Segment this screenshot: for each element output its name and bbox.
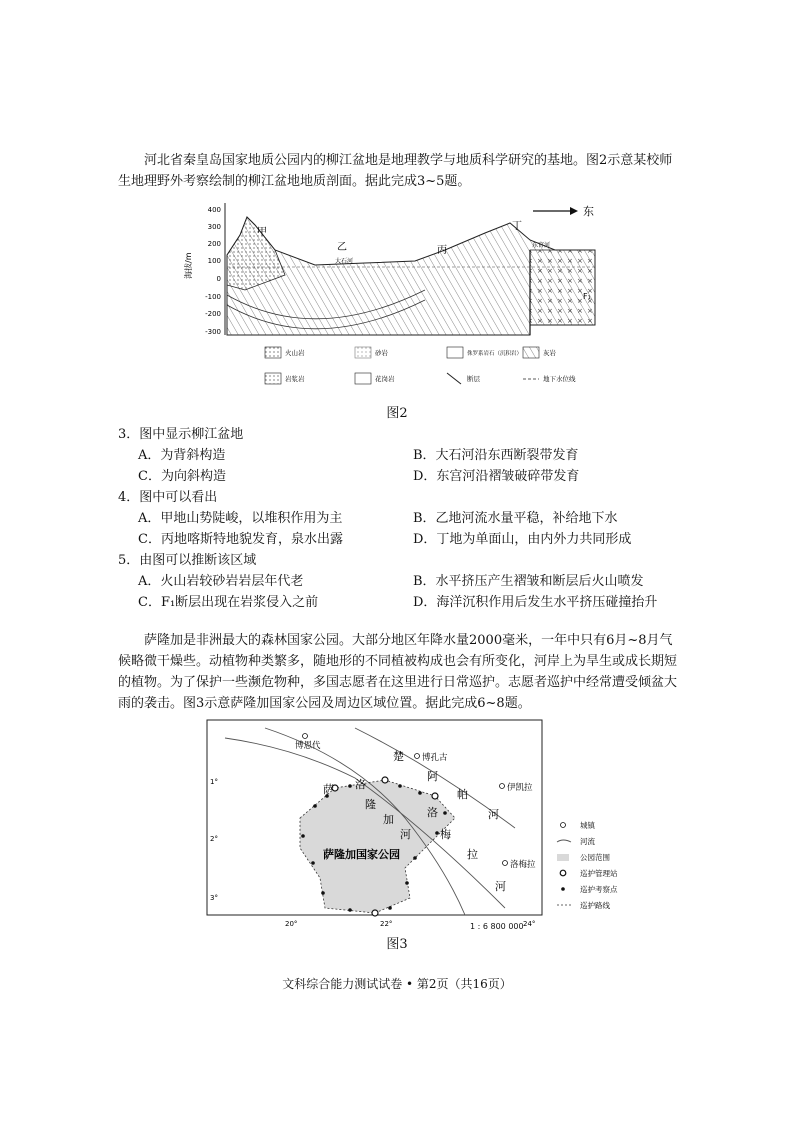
river-char: 洛 [355,778,366,791]
y-tick: 100 [207,257,221,265]
river-char: 洛 [427,806,438,819]
town-lomela: 洛梅拉 [510,860,536,870]
question-3-option-c: C．为向斜构造 [138,469,226,484]
place-yi: 乙 [337,242,347,253]
place-jia: 甲 [257,227,267,238]
river-char: 河 [488,808,499,821]
y-tick: 0 [216,275,221,283]
figure-2-caption: 图2 [386,406,408,421]
figure-2-geologic-section [185,195,615,395]
y-tick: -200 [205,310,221,318]
lon-label: 20° [285,920,298,928]
river-char: 梅 [440,828,451,841]
map-scale: 1 : 6 800 000 [470,922,524,931]
east-arrow-label: 东 [583,205,594,218]
town-ikela: 伊凯拉 [507,783,533,793]
legend-jurassic: 侏罗系岩石（沉积岩） [467,351,523,357]
figure-3-park-map [205,718,555,933]
intro-paragraph-1 [118,150,678,192]
town-bonde: 博恩代 [295,741,321,751]
legend-town: 城镇 [580,821,595,830]
legend-park: 公园范围 [580,853,610,862]
y-tick: -100 [205,293,221,301]
legend-volcanic: 火山岩 [285,349,305,357]
question-3-option-a: A．为背斜构造 [138,448,226,463]
legend-river: 河流 [580,837,595,846]
question-4-option-a: A．甲地山势陡峻，以堆积作用为主 [138,511,343,526]
fault-f1-label: F₁ [583,292,591,301]
lat-label: 1° [210,778,218,786]
legend-groundwater: 地下水位线 [543,375,576,383]
y-tick: 300 [207,223,221,231]
legend-route: 巡护路线 [580,901,610,910]
question-4-option-b: B．乙地河流水量平稳，补给地下水 [413,511,618,526]
place-ding: 丁 [512,221,522,232]
intro-paragraph-2 [118,630,678,714]
legend-granite: 花岗岩 [375,375,395,383]
question-4 [118,487,678,550]
granite-area [530,250,595,325]
question-4-stem: 4．图中可以看出 [118,490,218,505]
y-tick: -300 [205,328,221,336]
lon-label: 22° [380,920,393,928]
river-char: 萨 [323,783,334,796]
question-4-option-d: D．丁地为单面山，由内外力共同形成 [413,532,632,547]
legend-fault: 断层 [467,375,480,383]
river-char: 河 [495,880,506,893]
question-5-option-b: B．水平挤压产生褶皱和断层后火山喷发 [413,574,644,589]
lat-label: 2° [210,835,218,843]
question-3 [118,424,678,487]
river-char: 阿 [427,770,438,783]
question-3-option-d: D．东宫河沿褶皱破碎带发育 [413,469,580,484]
y-tick: 400 [207,206,221,214]
legend-limestone: 灰岩 [543,349,556,357]
legend-magmatic: 岩浆岩 [285,375,305,383]
figure-3-legend [555,820,650,925]
question-5 [118,550,678,613]
question-5-option-c: C．F₁断层出现在岩浆侵入之前 [138,595,319,610]
river-char: 河 [400,828,411,841]
river-donggong-label: 东宫河 [532,242,551,249]
town-bokungu: 博孔古 [422,753,448,763]
river-char: 隆 [365,798,376,811]
y-axis-label: 海拔/m [184,252,193,279]
figure-3-caption: 图3 [386,937,408,952]
legend-point: 巡护考察点 [580,885,618,894]
lat-label: 3° [210,894,218,902]
y-tick: 200 [207,240,221,248]
legend-sandstone: 砂岩 [375,349,388,357]
legend-station: 巡护管理站 [580,869,618,878]
intro-text-1: 河北省秦皇岛国家地质公园内的柳江盆地是地理教学与地质科学研究的基地。图2示意某校师生地理野外考察绘制的柳江盆地地质剖面。据此完成3~5题。 [118,153,673,189]
question-4-option-c: C．丙地喀斯特地貌发育，泉水出露 [138,532,343,547]
river-dashi-label: 大石河 [335,258,354,265]
intro-text-2: 萨隆加是非洲最大的森林国家公园。大部分地区年降水量2000毫米，一年中只有6月~8月气候略微干燥些。动植物种类繁多，随地形的不同植被构成也会有所变化，河岸上为旱生或成长期短的植物。为了保护一些濒危物种，多国志愿者在这里进行日常巡护。志愿者巡护中经常遭受倾盆大雨的袭击。图3示意萨隆加国家公园及周边区域位置。据此完成6~8题。 [118,633,678,711]
river-char: 楚 [393,750,404,763]
question-5-stem: 5．由图可以推断该区域 [118,553,257,568]
question-3-option-b: B．大石河沿东西断裂带发育 [413,448,579,463]
park-label: 萨隆加国家公园 [323,848,400,861]
page-footer: 文科综合能力测试试卷 • 第2页（共16页） [282,977,512,991]
question-5-option-d: D．海洋沉积作用后发生水平挤压碰撞抬升 [413,595,658,610]
lon-label: 24° [523,920,536,928]
river-char: 帕 [457,788,468,801]
river-char: 拉 [467,848,478,861]
river-char: 加 [383,813,394,826]
question-5-option-a: A．火山岩较砂岩岩层年代老 [138,574,304,589]
question-3-stem: 3．图中显示柳江盆地 [118,427,244,442]
place-bing: 丙 [437,245,447,256]
